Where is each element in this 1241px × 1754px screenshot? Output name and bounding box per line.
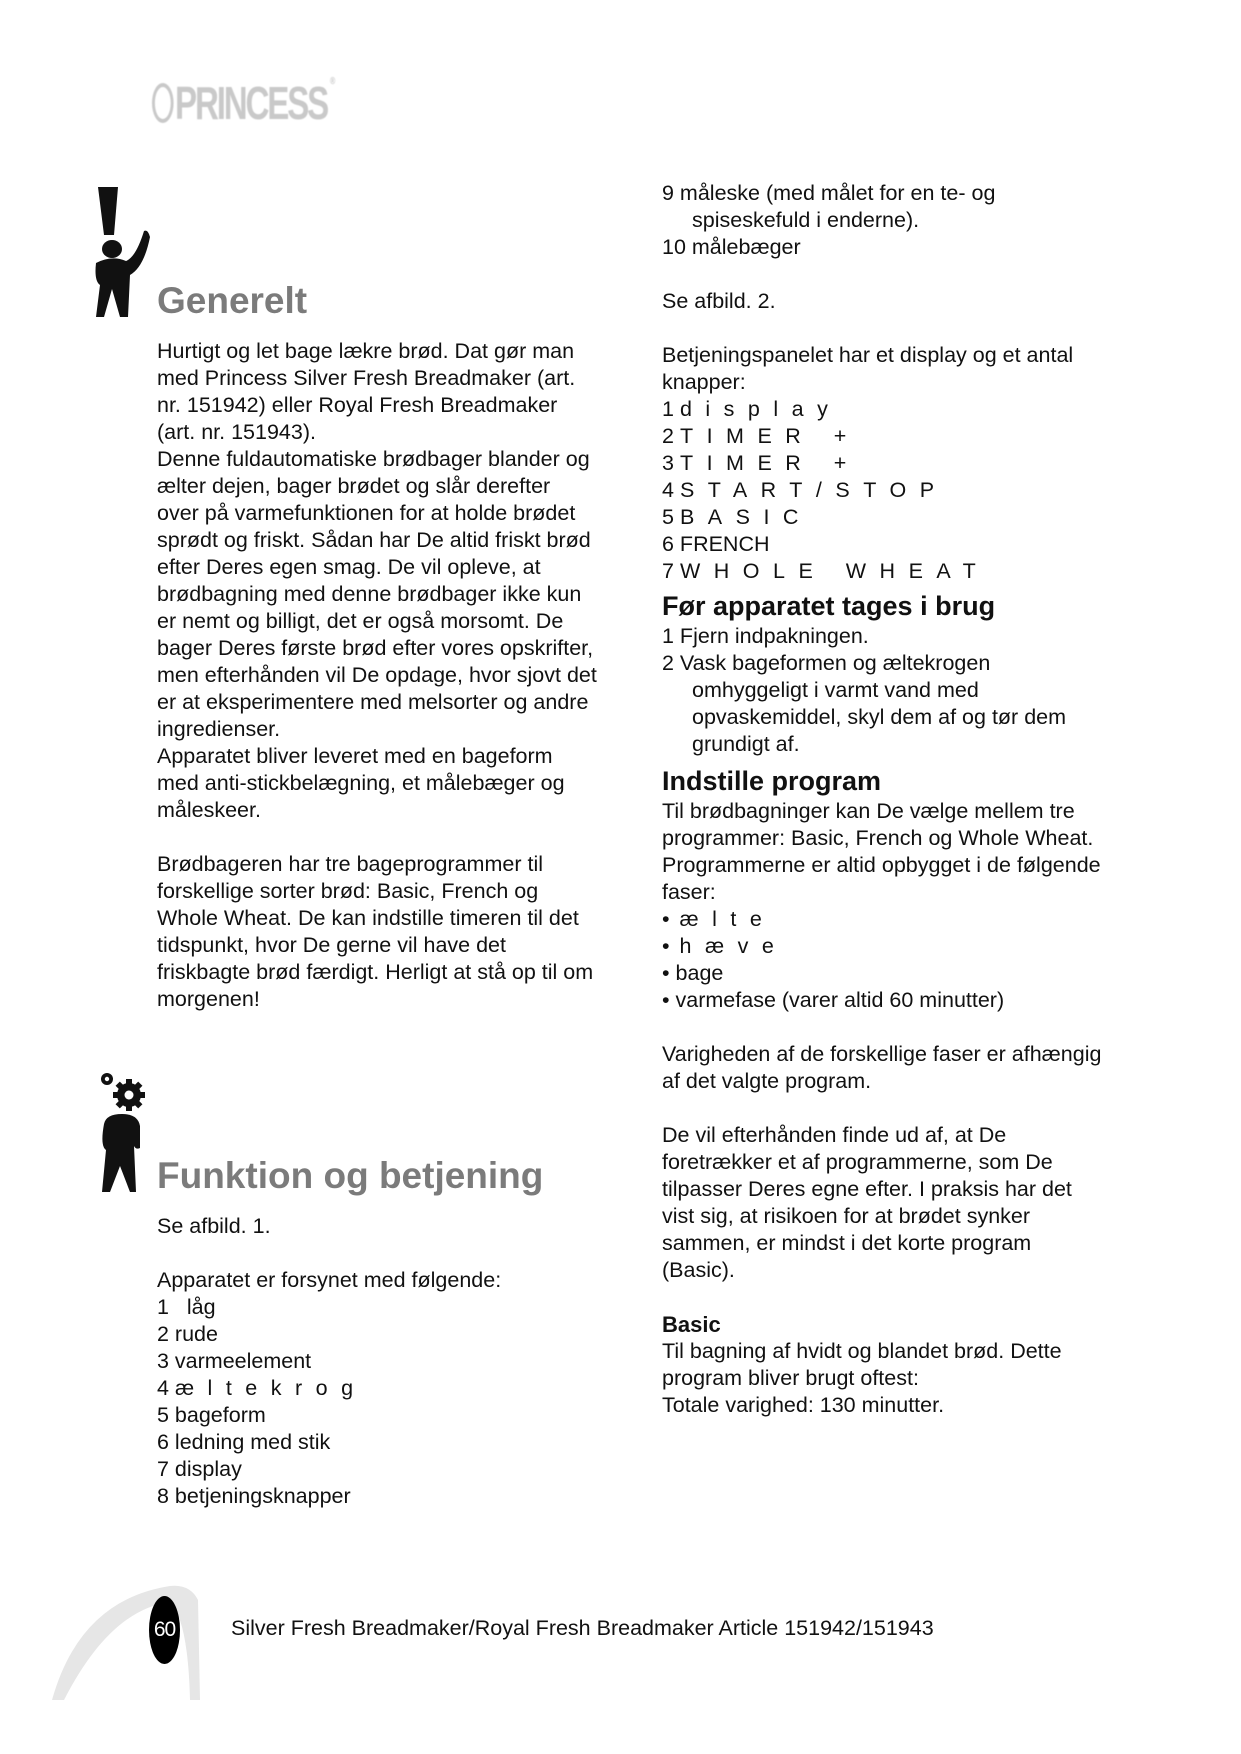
phases-list <box>662 906 1102 1014</box>
trademark: ® <box>329 76 336 87</box>
list-item: 7 WHOLE WHEAT <box>662 559 990 583</box>
list-item: • varmefase (varer altid 60 minutter) <box>662 987 1102 1014</box>
list-item: 8 betjeningsknapper <box>157 1484 351 1508</box>
list-item: 5 bageform <box>157 1403 266 1427</box>
section-title-foer-brug: Før apparatet tages i brug <box>662 591 996 621</box>
section-title-funktion: Funktion og betjening <box>157 1155 544 1196</box>
see-figure-2: Se afbild. 2. <box>662 289 776 313</box>
section-title-generelt: Generelt <box>157 280 308 321</box>
list-item: 2 rude <box>157 1322 218 1346</box>
paragraph: Denne fuldautomatiske brødbager blander og ælter dejen, bager brødet og slår derefter over på varmefunktionen for at holde brødet sprødt og friskt. Sådan har De altid friskt brød efter Deres egen smag. De vil opleve, at brødbagning med denne brødbager ikke kun er nemt og billigt, det er også morsomt. De bager Deres første brød efter vores opskrifter, men efterhånden vil De opdage, hvor sjovt det er at eksperimentere med melsorter og andre ingredienser. <box>157 447 597 741</box>
footer-arc-decoration <box>50 1580 220 1700</box>
panel-list <box>662 396 1102 585</box>
list-item: 4 æltekrog <box>157 1376 367 1400</box>
list-item: 2 Vask bageformen og æltekrogen omhyggeligt i varmt vand med opvaskemiddel, skyl dem af og tør dem grundigt af. <box>662 651 1067 756</box>
list-item: 9 måleske (med målet for en te- og spiseskefuld i enderne). <box>662 181 996 232</box>
panel-intro: Betjeningspanelet har et display og et antal knapper: <box>662 343 1074 394</box>
list-item: 3 TIMER + <box>662 451 860 475</box>
footer-text: Silver Fresh Breadmaker/Royal Fresh Breadmaker Article 151942/151943 <box>231 1616 934 1640</box>
list-item: • ælte <box>662 906 1102 933</box>
duration-note: Varigheden af de forskellige faser er afhængig af det valgte program. <box>662 1042 1102 1093</box>
paragraph: Apparatet bliver leveret med en bageform med anti-stickbelægning, et målebæger og måleskeer. <box>157 744 565 822</box>
exclamation-person-icon <box>92 185 152 320</box>
generelt-body <box>157 338 597 1013</box>
basic-label: Basic <box>662 1312 721 1337</box>
list-item: 1 display <box>662 397 842 421</box>
crest-icon <box>152 83 174 123</box>
right-column <box>662 180 1102 1419</box>
list-item: 6 ledning med stik <box>157 1430 331 1454</box>
list-item: 1 låg <box>157 1295 216 1319</box>
preference-note: De vil efterhånden finde ud af, at De foretrækker et af programmerne, som De tilpasser Deres egne efter. I praksis har det vist sig, at risikoen for at brødet synker sammen, er mindst i det korte program (Basic). <box>662 1123 1072 1282</box>
list-item: 5 BASIC <box>662 505 812 529</box>
section-title-indstille-program: Indstille program <box>662 766 882 796</box>
page-number-badge: 60 <box>149 1596 180 1664</box>
list-item: 4 START/STOP <box>662 478 948 502</box>
list-item: • bage <box>662 960 1102 987</box>
see-figure-1: Se afbild. 1. <box>157 1214 271 1238</box>
gear-head-person-icon <box>96 1070 156 1195</box>
list-item: 10 målebæger <box>662 235 801 259</box>
list-item: 1 Fjern indpakningen. <box>662 624 869 648</box>
paragraph: Brødbageren har tre bageprogrammer til forskellige sorter brød: Basic, French og Whole Wheat. De kan indstille timeren til det tidspunkt, hvor De gerne vil have det friskbagte brød færdigt. Herligt at stå op til om morgenen! <box>157 852 594 1011</box>
list-item: 2 TIMER + <box>662 424 860 448</box>
program-intro: Til brødbagninger kan De vælge mellem tre programmer: Basic, French og Whole Wheat. Programmerne er altid opbygget i de følgende faser: <box>662 799 1101 904</box>
princess-logo <box>152 76 335 130</box>
paragraph: Hurtigt og let bage lækre brød. Dat gør man med Princess Silver Fresh Breadmaker (art. nr. 151942) eller Royal Fresh Breadmaker (art. nr. 151943). <box>157 339 576 444</box>
basic-total: Totale varighed: 130 minutter. <box>662 1393 945 1417</box>
funktion-body <box>157 1213 597 1510</box>
list-item: 7 display <box>157 1457 242 1481</box>
list-item: 6 FRENCH <box>662 532 770 556</box>
parts-intro: Apparatet er forsynet med følgende: <box>157 1268 502 1292</box>
brand-name: PRINCESS <box>175 77 328 129</box>
list-item-text: æltekrog <box>174 1376 367 1400</box>
list-item: • hæve <box>662 933 1102 960</box>
parts-list <box>157 1294 597 1510</box>
list-item: 3 varmeelement <box>157 1349 312 1373</box>
basic-description: Til bagning af hvidt og blandet brød. Dette program bliver brugt oftest: <box>662 1339 1062 1390</box>
